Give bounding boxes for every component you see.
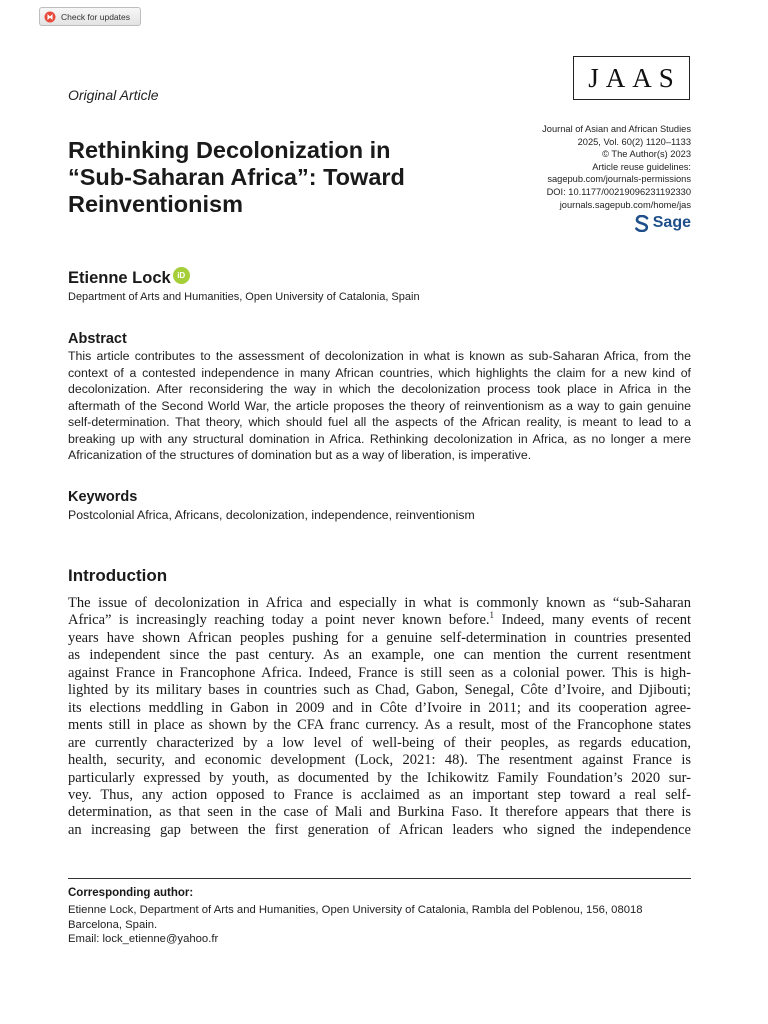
orcid-icon[interactable]: iD: [173, 267, 190, 284]
journal-volume: 2025, Vol. 60(2) 1120–1133: [577, 136, 691, 147]
footnote-link[interactable]: 1: [489, 610, 495, 621]
body-line: health, security, and economic development (Lock, 2021: 48). The resentment against France is: [68, 752, 691, 769]
body-line: [68, 612, 691, 629]
author-name: Etienne Lock: [68, 269, 171, 287]
author-affiliation: Department of Arts and Humanities, Open University of Catalonia, Spain: [68, 291, 420, 303]
body-line: as independent since the past century. As an example, one can mention the current resentment: [68, 647, 691, 664]
corresponding-email[interactable]: Email: lock_etienne@yahoo.fr: [68, 933, 219, 945]
journal-info: [542, 123, 691, 211]
abstract-text: This article contributes to the assessment of decolonization in what is known as sub-Saharan Africa, from the context of a contested independence in many African countries, which highlights the claim for a new kind of decolonization. After reconsidering the way in which the decolonization process took place in Africa in the aftermath of the Second World War, the article proposes the theory of reinventionism as a way to gain genuine self-determination. That theory, which should fuel all the aspects of the African reality, is meant to lead to a breaking up with any structural domination in Africa. Rethinking decolonization in Africa, as no longer a mere Africanization of the structures of domination but as a way of liberation, is imperative.: [68, 349, 691, 463]
introduction-heading: Introduction: [68, 566, 168, 585]
article-type: Original Article: [68, 87, 159, 103]
corresponding-address: Etienne Lock, Department of Arts and Humanities, Open University of Catalonia, Rambla del Poblenou, 156, 08018: [68, 904, 643, 916]
body-line-text: Africa” is increasingly reaching today a point never known before.: [68, 612, 490, 629]
body-line: lighted by its military bases in countries such as Chad, Gabon, Senegal, Côte d’Ivoire, and Djibouti;: [68, 682, 691, 699]
corresponding-address-cont: Barcelona, Spain.: [68, 918, 158, 931]
body-line: determination, as that seen in the case of Mali and Burkina Faso. It therefore appears that there is: [68, 804, 691, 821]
doi-link[interactable]: DOI: 10.1177/00219096231192330: [546, 186, 691, 197]
body-line: vey. Thus, any action opposed to France is acclaimed as an important step toward a real self-: [68, 786, 691, 803]
body-line: years have shown African peoples pushing for a genuine self-determination in countries presented: [68, 629, 691, 646]
body-line: ments still in place as shown by the CFA franc currency. As a result, most of the Francophone states: [68, 717, 691, 734]
sage-s-icon: [635, 215, 649, 232]
check-for-updates-label: Check for updates: [61, 11, 130, 22]
title-line: Reinventionism: [68, 191, 243, 217]
body-line: The issue of decolonization in Africa and especially in what is commonly known as “sub-Saharan: [68, 595, 691, 611]
reuse-guidelines-label: Article reuse guidelines:: [592, 161, 691, 172]
title-line: Rethinking Decolonization in: [68, 137, 391, 163]
corresponding-author-heading: Corresponding author:: [68, 887, 194, 899]
check-for-updates-button[interactable]: [39, 7, 141, 26]
body-line: its elections meddling in Gabon in 2009 and in Côte d’Ivoire in 2011; and its cooperation agree-: [68, 699, 691, 716]
journal-copyright: © The Author(s) 2023: [602, 149, 691, 160]
publisher-name: Sage: [652, 214, 691, 231]
body-line: an increasing gap between the first generation of African leaders who signed the independence: [68, 821, 691, 838]
publisher-logo: [635, 214, 691, 232]
title-line: “Sub-Saharan Africa”: Toward: [68, 164, 405, 190]
keywords-heading: Keywords: [68, 489, 138, 505]
keywords-text: Postcolonial Africa, Africans, decolonization, independence, reinventionism: [68, 508, 475, 522]
crossmark-icon: [44, 11, 56, 23]
journal-logo: JAAS: [573, 56, 690, 100]
footnote-divider: [68, 878, 691, 879]
permissions-link[interactable]: sagepub.com/journals-permissions: [547, 174, 691, 185]
body-line: are currently characterized by a low level of well-being of their peoples, as regards education,: [68, 734, 691, 751]
introduction-body: [68, 595, 691, 839]
article-title: [68, 137, 488, 218]
journal-home-link[interactable]: journals.sagepub.com/home/jas: [559, 199, 691, 210]
corresponding-author-details: [68, 903, 691, 947]
body-line: particularly expressed by youth, as documented by the Ichikowitz Family Foundation’s 2020 sur-: [68, 769, 691, 786]
body-line-tail: Indeed, many events of recent: [494, 612, 692, 629]
author: [68, 269, 190, 288]
journal-name: Journal of Asian and African Studies: [542, 124, 691, 134]
abstract-heading: Abstract: [68, 331, 127, 347]
body-line: against France in Francophone Africa. Indeed, France is still seen as a colonial power. This is high-: [68, 664, 691, 681]
